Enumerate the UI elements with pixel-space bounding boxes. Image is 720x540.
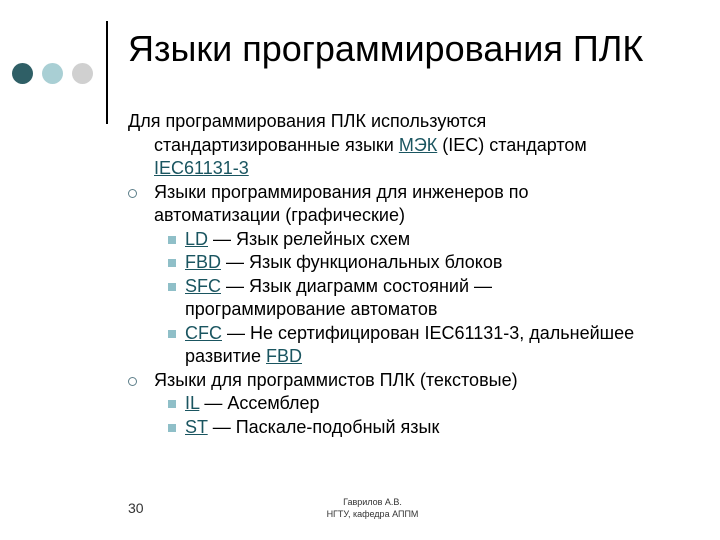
list-item-cont bbox=[128, 298, 713, 322]
paragraph-text: Для программирования ПЛК используются bbox=[128, 111, 487, 131]
item-text: развитие bbox=[185, 346, 266, 366]
item-text: — Язык функциональных блоков bbox=[221, 252, 503, 272]
square-bullet-icon bbox=[168, 424, 176, 432]
section-graphical-heading bbox=[128, 181, 713, 205]
section-text: Языки для программистов ПЛК (текстовые) bbox=[154, 369, 518, 390]
link-il[interactable]: IL bbox=[185, 393, 200, 413]
square-bullet-icon bbox=[168, 283, 176, 291]
item-text: — Не сертифицирован IEC61131-3, дальнейшее bbox=[222, 322, 635, 343]
footer-credits bbox=[300, 496, 445, 520]
section-graphical-heading-cont bbox=[128, 204, 713, 228]
link-fbd[interactable]: FBD bbox=[185, 252, 221, 272]
item-text: — Язык релейных схем bbox=[208, 228, 411, 249]
paragraph-line bbox=[128, 134, 713, 158]
paragraph-line bbox=[128, 110, 713, 134]
title-divider bbox=[106, 21, 108, 124]
link-sfc[interactable]: SFC bbox=[185, 275, 221, 296]
link-fbd-2[interactable]: FBD bbox=[266, 346, 302, 366]
list-item-cont bbox=[128, 345, 713, 369]
paragraph-text: стандартизированные языки bbox=[154, 134, 399, 155]
decorative-dots bbox=[12, 63, 96, 87]
footer-author: Гаврилов А.В. bbox=[343, 497, 402, 507]
item-text: — Язык диаграмм состояний — bbox=[221, 275, 493, 296]
slide-title: Языки программирования ПЛК bbox=[128, 28, 644, 69]
square-bullet-icon bbox=[168, 259, 176, 267]
link-mek[interactable]: МЭК bbox=[398, 134, 438, 155]
section-text: автоматизации (графические) bbox=[154, 205, 405, 225]
list-item bbox=[128, 416, 713, 440]
item-text: — Ассемблер bbox=[199, 393, 320, 413]
list-item bbox=[128, 228, 713, 252]
list-item bbox=[128, 251, 713, 275]
page-number: 30 bbox=[128, 500, 144, 516]
square-bullet-icon bbox=[168, 400, 176, 408]
link-iec61131[interactable]: IEC61131-3 bbox=[154, 158, 249, 178]
item-text: — Паскале-подобный язык bbox=[207, 416, 440, 437]
list-item bbox=[128, 322, 713, 346]
square-bullet-icon bbox=[168, 236, 176, 244]
circle-bullet-icon bbox=[128, 377, 137, 386]
dot-light-icon bbox=[42, 63, 63, 84]
dot-dark-icon bbox=[12, 63, 33, 84]
item-text: программирование автоматов bbox=[185, 299, 438, 319]
paragraph-text: (IEC) стандартом bbox=[437, 134, 587, 155]
paragraph-line bbox=[128, 157, 713, 181]
link-ld[interactable]: LD bbox=[185, 228, 209, 249]
section-textual-heading bbox=[128, 369, 713, 393]
footer-affiliation: НГТУ, кафедра АППМ bbox=[326, 509, 419, 519]
link-st[interactable]: ST bbox=[185, 416, 208, 437]
square-bullet-icon bbox=[168, 330, 176, 338]
dot-gray-icon bbox=[72, 63, 93, 84]
section-text: Языки программирования для инженеров по bbox=[154, 181, 529, 202]
link-cfc[interactable]: CFC bbox=[185, 322, 222, 343]
list-item bbox=[128, 275, 713, 299]
list-item bbox=[128, 392, 713, 416]
circle-bullet-icon bbox=[128, 189, 137, 198]
slide-content bbox=[128, 110, 713, 439]
